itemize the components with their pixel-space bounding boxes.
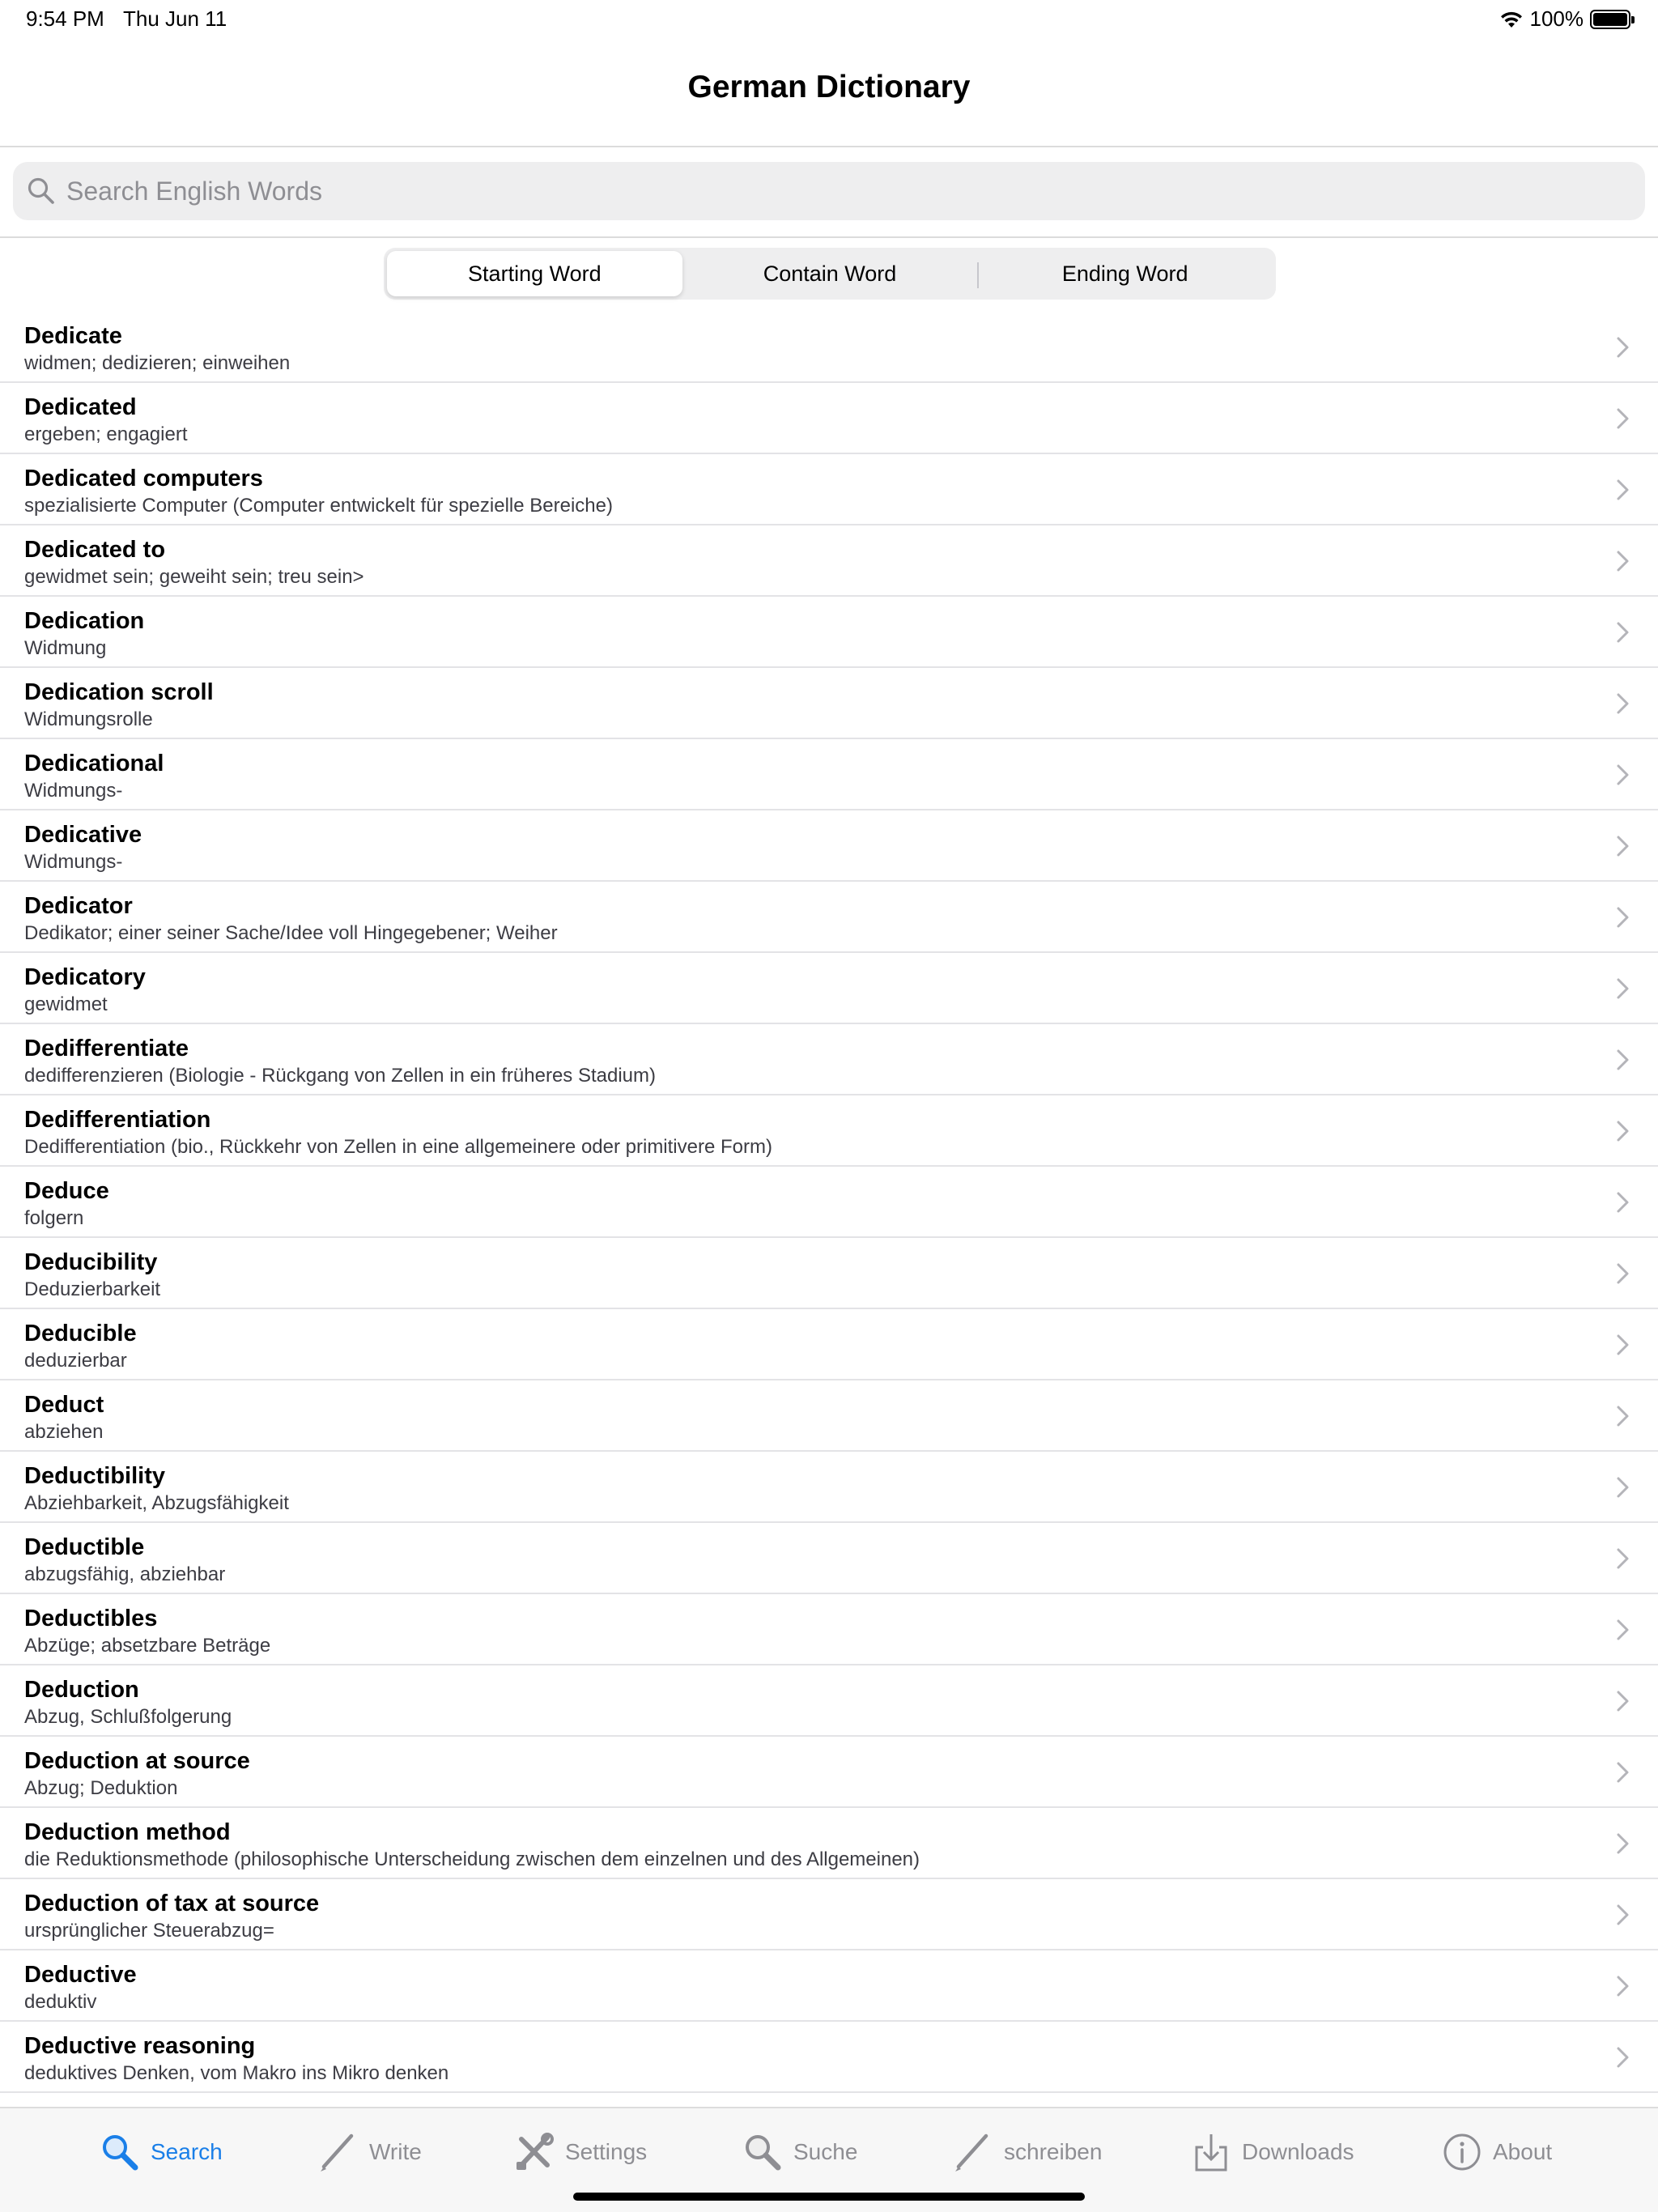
segment-label: Ending Word (1061, 261, 1188, 286)
entry-translation: deduktives Denken, vom Makro ins Mikro denken (24, 2062, 449, 2084)
list-item[interactable] (0, 1950, 1658, 2022)
list-item[interactable] (0, 1737, 1658, 1808)
tab-label: Write (369, 2139, 422, 2164)
tab-write[interactable] (317, 2128, 422, 2176)
list-item[interactable] (0, 454, 1658, 525)
segment-label: Contain Word (763, 261, 897, 286)
entry-word: Dedicate (24, 323, 122, 349)
entry-word: Deduct (24, 1392, 104, 1418)
tab-search[interactable] (99, 2128, 223, 2176)
chevron-right-icon (1616, 336, 1630, 359)
entry-word: Deductive reasoning (24, 2033, 256, 2059)
entry-word: Dedication (24, 608, 145, 634)
entry-word: Deduction (24, 1677, 139, 1703)
entry-translation: ursprünglicher Steuerabzug= (24, 1920, 274, 1942)
chevron-right-icon (1616, 479, 1630, 501)
entry-word: Deductibility (24, 1463, 166, 1489)
chevron-right-icon (1616, 1120, 1630, 1142)
list-item[interactable] (0, 1309, 1658, 1380)
search-mode-segmented-control (384, 248, 1276, 300)
magnifier-icon (742, 2131, 784, 2173)
list-item[interactable] (0, 1024, 1658, 1095)
battery-percent: 100% (1529, 6, 1584, 31)
tab-bar (0, 2107, 1658, 2212)
list-item[interactable] (0, 1665, 1658, 1737)
entry-translation: dedifferenzieren (Biologie - Rückgang von Zellen in ein früheres Stadium) (24, 1065, 656, 1087)
list-item[interactable] (0, 1594, 1658, 1665)
entry-translation: widmen; dedizieren; einweihen (24, 352, 291, 374)
list-item[interactable] (0, 597, 1658, 668)
tab-downloads[interactable] (1190, 2128, 1354, 2176)
tab-label: Suche (793, 2139, 858, 2164)
chevron-right-icon (1616, 1262, 1630, 1285)
pencil-icon (952, 2131, 994, 2173)
search-bar[interactable] (13, 162, 1645, 220)
entry-word: Dedicator (24, 893, 133, 919)
status-date: Thu Jun 11 (123, 6, 227, 31)
chevron-right-icon (1616, 1832, 1630, 1855)
home-indicator (573, 2193, 1085, 2201)
entry-word: Deducibility (24, 1249, 158, 1275)
list-item[interactable] (0, 810, 1658, 882)
entry-word: Deduction at source (24, 1748, 250, 1774)
chevron-right-icon (1616, 1904, 1630, 1926)
tab-label: schreiben (1004, 2139, 1103, 2164)
list-item[interactable] (0, 1523, 1658, 1594)
entry-translation: Widmungs- (24, 780, 123, 802)
entry-translation: folgern (24, 1207, 84, 1229)
entry-translation: deduzierbar (24, 1350, 127, 1372)
list-item[interactable] (0, 1095, 1658, 1167)
list-item[interactable] (0, 312, 1658, 383)
chevron-right-icon (1616, 1191, 1630, 1214)
chevron-right-icon (1616, 906, 1630, 929)
list-item[interactable] (0, 1879, 1658, 1950)
tools-icon (513, 2131, 555, 2173)
entry-translation: ergeben; engagiert (24, 423, 188, 445)
entry-translation: Abzug; Deduktion (24, 1777, 178, 1799)
segment-contain-word[interactable] (682, 251, 978, 296)
search-divider (0, 236, 1658, 238)
tab-label: Settings (565, 2139, 648, 2164)
page-title: German Dictionary (687, 70, 971, 104)
search-input[interactable] (66, 162, 1645, 220)
status-indicators (1499, 6, 1631, 32)
entry-translation: Widmungs- (24, 851, 123, 873)
entry-translation: Abzug, Schlußfolgerung (24, 1706, 232, 1728)
entry-translation: Dedikator; einer seiner Sache/Idee voll Hingegebener; Weiher (24, 922, 558, 944)
entry-word: Deducible (24, 1321, 137, 1346)
entry-word: Dedicational (24, 751, 164, 776)
entry-word: Dedicative (24, 822, 142, 848)
chevron-right-icon (1616, 1405, 1630, 1427)
status-bar (0, 0, 1658, 39)
entry-word: Deduce (24, 1178, 109, 1204)
tab-settings[interactable] (513, 2128, 647, 2176)
chevron-right-icon (1616, 1334, 1630, 1356)
info-icon (1441, 2131, 1483, 2173)
chevron-right-icon (1616, 2046, 1630, 2069)
segment-ending-word[interactable] (977, 251, 1273, 296)
list-item[interactable] (0, 525, 1658, 597)
tab-suche[interactable] (742, 2128, 857, 2176)
entry-translation: Abziehbarkeit, Abzugsfähigkeit (24, 1492, 289, 1514)
tab-about[interactable] (1441, 2128, 1552, 2176)
entry-translation: Widmungsrolle (24, 708, 153, 730)
entry-word: Deductive (24, 1962, 137, 1988)
wifi-icon (1499, 10, 1524, 29)
chevron-right-icon (1616, 835, 1630, 857)
chevron-right-icon (1616, 1547, 1630, 1570)
list-item[interactable] (0, 1238, 1658, 1309)
entry-word: Deduction of tax at source (24, 1891, 320, 1916)
chevron-right-icon (1616, 1476, 1630, 1499)
entry-word: Dedicatory (24, 964, 146, 990)
tab-label: Downloads (1242, 2139, 1354, 2164)
entry-word: Dedicated to (24, 537, 166, 563)
entry-translation: gewidmet (24, 993, 108, 1015)
word-list (0, 312, 1658, 2093)
tab-label: Search (151, 2139, 223, 2164)
list-item[interactable] (0, 668, 1658, 739)
entry-translation: spezialisierte Computer (Computer entwickelt für spezielle Bereiche) (24, 495, 613, 517)
entry-translation: abzugsfähig, abziehbar (24, 1563, 226, 1585)
segment-separator (977, 262, 979, 288)
pencil-icon (317, 2131, 359, 2173)
tab-label: About (1493, 2139, 1553, 2164)
entry-word: Deductible (24, 1534, 145, 1560)
segment-label: Starting Word (468, 261, 602, 286)
entry-word: Dedifferentiation (24, 1107, 211, 1133)
list-item[interactable] (0, 1380, 1658, 1452)
list-item[interactable] (0, 953, 1658, 1024)
chevron-right-icon (1616, 407, 1630, 430)
entry-translation: deduktiv (24, 1991, 97, 2013)
entry-word: Dedication scroll (24, 679, 214, 705)
chevron-right-icon (1616, 1690, 1630, 1712)
list-item[interactable] (0, 1452, 1658, 1523)
chevron-right-icon (1616, 692, 1630, 715)
entry-word: Dedicated (24, 394, 137, 420)
chevron-right-icon (1616, 1975, 1630, 1997)
chevron-right-icon (1616, 1761, 1630, 1784)
tab-schreiben[interactable] (952, 2128, 1102, 2176)
battery-icon (1590, 10, 1630, 29)
nav-divider (0, 146, 1658, 147)
download-icon (1190, 2131, 1232, 2173)
entry-word: Dedicated computers (24, 466, 263, 491)
chevron-right-icon (1616, 1619, 1630, 1641)
segment-starting-word[interactable] (387, 251, 682, 296)
entry-word: Deductibles (24, 1606, 158, 1631)
list-item[interactable] (0, 383, 1658, 454)
entry-translation: Deduzierbarkeit (24, 1278, 161, 1300)
magnifier-icon (99, 2131, 141, 2173)
chevron-right-icon (1616, 621, 1630, 644)
list-item[interactable] (0, 882, 1658, 953)
list-item[interactable] (0, 1167, 1658, 1238)
entry-translation: Widmung (24, 637, 107, 659)
entry-translation: die Reduktionsmethode (philosophische Unterscheidung zwischen dem einzelnen und des Allgemeinen) (24, 1848, 920, 1870)
chevron-right-icon (1616, 1049, 1630, 1071)
list-item[interactable] (0, 1808, 1658, 1879)
list-item[interactable] (0, 739, 1658, 810)
chevron-right-icon (1616, 977, 1630, 1000)
entry-translation: Abzüge; absetzbare Beträge (24, 1635, 271, 1657)
entry-translation: Dedifferentiation (bio., Rückkehr von Zellen in eine allgemeinere oder primitivere Form) (24, 1136, 772, 1158)
chevron-right-icon (1616, 764, 1630, 786)
entry-word: Dedifferentiate (24, 1036, 189, 1061)
chevron-right-icon (1616, 550, 1630, 572)
entry-translation: abziehen (24, 1421, 104, 1443)
status-time: 9:54 PM (26, 6, 104, 31)
entry-translation: gewidmet sein; geweiht sein; treu sein> (24, 566, 364, 588)
search-icon (26, 176, 57, 206)
entry-word: Deduction method (24, 1819, 231, 1845)
list-item[interactable] (0, 2022, 1658, 2093)
